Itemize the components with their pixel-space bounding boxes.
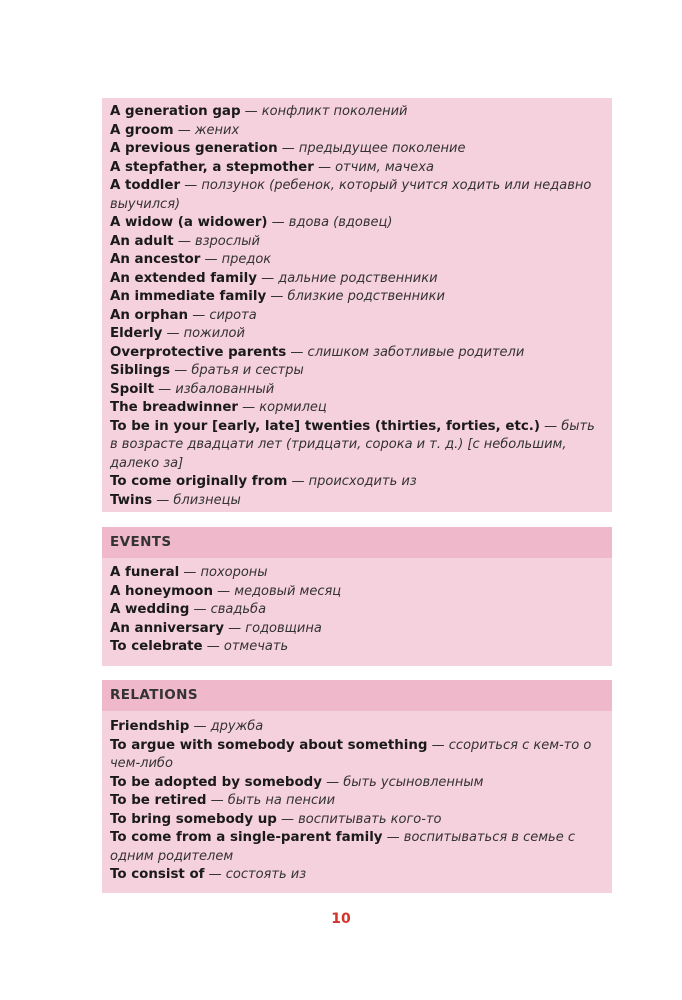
entry-term: Spoilt — [110, 381, 155, 397]
entry-term: A honeymoon — [110, 583, 213, 599]
entry-definition: — воспитывать кого-то — [276, 811, 442, 827]
vocab-entry — [110, 399, 606, 418]
vocab-entry — [110, 177, 606, 214]
entry-definition: — вдова (вдовец) — [267, 215, 393, 230]
entry-definition: — быть усыновленным — [321, 774, 484, 790]
entry-term: Twins — [110, 492, 153, 508]
entry-term: A stepfather, a stepmother — [110, 159, 314, 175]
entry-definition: — годовщина — [224, 620, 322, 636]
entry-definition: — близкие родственники — [266, 289, 445, 304]
entry-term: To be adopted by somebody — [110, 774, 322, 790]
entry-definition: — ссориться с кем-то о чем-либо — [110, 737, 592, 771]
entry-definition: — пожилой — [162, 326, 245, 341]
events-vocabulary-box — [102, 527, 612, 666]
entry-term: A groom — [110, 122, 174, 138]
entry-term: An ancestor — [110, 252, 201, 267]
vocab-entry — [110, 866, 606, 885]
entry-definition: — братья и сестры — [170, 363, 304, 378]
entry-definition: — быть на пенсии — [206, 793, 336, 808]
entry-definition: — близнецы — [152, 492, 241, 508]
entry-term: A funeral — [110, 565, 180, 580]
entry-term: The breadwinner — [110, 400, 239, 415]
entry-term: An immediate family — [110, 289, 267, 304]
vocab-entry — [110, 288, 606, 307]
entry-term: Elderly — [110, 326, 163, 341]
entry-term: A previous generation — [110, 141, 278, 156]
vocab-entry — [110, 718, 606, 737]
entry-term: To consist of — [110, 867, 205, 882]
vocab-entry — [110, 233, 606, 252]
entry-definition: — медовый месяц — [213, 583, 342, 599]
relations-vocabulary-box — [102, 680, 612, 893]
entry-definition: — кормилец — [238, 400, 327, 415]
entry-definition: — быть в возрасте двадцати лет (тридцати, сорока и т. д.) [с небольшим, далеко за] — [110, 418, 595, 471]
vocab-entry — [110, 564, 606, 583]
vocab-entry — [110, 601, 606, 620]
vocab-entry — [110, 251, 606, 270]
entry-term: To argue with somebody about something — [110, 737, 428, 753]
relations-heading: RELATIONS — [102, 680, 612, 711]
page-number: 10 — [331, 911, 351, 927]
entry-term: To be in your [early, late] twenties (thirties, forties, etc.) — [110, 418, 540, 434]
vocab-entry — [110, 829, 606, 866]
vocab-entry — [110, 344, 606, 363]
entry-definition: — слишком заботливые родители — [286, 344, 525, 360]
entry-definition: — свадьба — [189, 602, 267, 617]
entry-term: To bring somebody up — [110, 811, 277, 827]
vocab-entry — [110, 418, 606, 474]
entry-term: An extended family — [110, 270, 257, 286]
entry-term: Friendship — [110, 719, 190, 734]
vocab-entry — [110, 473, 606, 492]
entry-definition: — воспитываться в семье с одним родителем — [110, 830, 575, 864]
entry-definition: — происходить из — [287, 474, 417, 489]
vocab-entry — [110, 620, 606, 639]
entry-term: A wedding — [110, 602, 190, 617]
entry-term: To be retired — [110, 793, 207, 808]
vocab-entry — [110, 270, 606, 289]
relations-entries — [102, 711, 612, 885]
entry-term: A toddler — [110, 178, 181, 193]
vocab-entry — [110, 774, 606, 793]
entry-definition: — похороны — [179, 565, 268, 580]
vocab-entry — [110, 792, 606, 811]
family-entries — [102, 103, 612, 510]
entry-definition: — дружба — [189, 719, 264, 734]
entry-definition: — избалованный — [154, 381, 275, 397]
entry-definition: — жених — [173, 122, 240, 138]
vocab-entry — [110, 492, 606, 511]
vocab-entry — [110, 381, 606, 400]
vocab-entry — [110, 103, 606, 122]
entry-definition: — дальние родственники — [256, 270, 438, 286]
vocab-entry — [110, 583, 606, 602]
vocab-entry — [110, 214, 606, 233]
family-vocabulary-box — [102, 98, 612, 512]
entry-term: An orphan — [110, 307, 189, 323]
entry-definition: — ползунок (ребенок, который учится ходить или недавно выучился) — [110, 178, 592, 212]
entry-term: To celebrate — [110, 639, 203, 654]
vocab-entry — [110, 307, 606, 326]
entry-term: To come from a single-parent family — [110, 830, 383, 845]
vocab-entry — [110, 140, 606, 159]
entry-definition: — состоять из — [204, 867, 307, 882]
vocab-entry — [110, 325, 606, 344]
entry-definition: — сирота — [188, 307, 257, 323]
entry-term: An adult — [110, 233, 174, 249]
entry-definition: — предыдущее поколение — [277, 141, 466, 156]
vocab-entry — [110, 159, 606, 178]
entry-definition: — предок — [200, 252, 272, 267]
vocab-entry — [110, 737, 606, 774]
entry-definition: — отчим, мачеха — [313, 159, 434, 175]
entry-definition: — взрослый — [173, 233, 260, 249]
vocab-entry — [110, 638, 606, 657]
entry-term: A widow (a widower) — [110, 215, 268, 230]
vocab-entry — [110, 811, 606, 830]
entry-term: A generation gap — [110, 104, 241, 119]
vocab-entry — [110, 122, 606, 141]
vocab-entry — [110, 362, 606, 381]
entry-term: To come originally from — [110, 474, 288, 489]
events-entries — [102, 558, 612, 657]
entry-definition: — отмечать — [202, 639, 289, 654]
events-heading: EVENTS — [102, 527, 612, 558]
entry-term: Overprotective parents — [110, 344, 287, 360]
entry-term: Siblings — [110, 363, 171, 378]
entry-definition: — конфликт поколений — [240, 104, 408, 119]
entry-term: An anniversary — [110, 620, 225, 636]
